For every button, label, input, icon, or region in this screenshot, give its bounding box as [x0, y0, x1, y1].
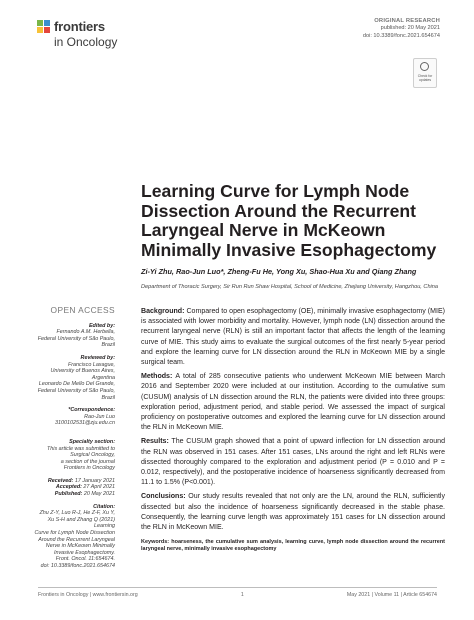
published-date: published: 20 May 2021	[380, 25, 440, 32]
citation-doi[interactable]: doi: 10.3389/fonc.2021.654674	[40, 563, 115, 569]
abstract	[141, 307, 445, 558]
author-list: Zi-Yi Zhu, Rao-Jun Luo*, Zheng-Fu He, Yong Xu, Shao-Hua Xu and Qiang Zhang	[141, 267, 417, 276]
citation-line: Invasive Esophagectomy.	[53, 549, 115, 556]
citation-label: Citation:	[93, 503, 115, 510]
open-access-label: OPEN ACCESS	[50, 305, 115, 315]
citation-line: Front. Oncol. 11:654674.	[55, 556, 115, 563]
crossmark-icon	[420, 62, 429, 71]
received-date: 17 January 2021	[74, 477, 115, 484]
journal-logo	[37, 18, 167, 54]
accepted-label: Accepted:	[55, 484, 82, 491]
page-number: 1	[240, 592, 244, 598]
correspondence-email[interactable]: 3100102531@zju.edu.cn	[54, 420, 115, 427]
reviewer-affiliation: University of Buenos Aires, Argentina	[50, 368, 115, 381]
specialty-line: Frontiers in Oncology	[63, 465, 115, 472]
conclusions-label: Conclusions:	[141, 493, 186, 501]
published-line	[30, 491, 115, 498]
frontiers-logo-icon	[37, 20, 51, 34]
citation-block	[30, 504, 115, 570]
citation-line: Zhu Z-Y, Luo R-J, He Z-F, Xu Y,	[39, 510, 115, 517]
keywords-text: hoarseness, the cumulative sum analysis, learning curve, lymph node dissection around the recurrent laryngeal nerve, minimally invasive esophagectomy	[141, 539, 446, 553]
dates-block	[30, 478, 115, 498]
editor-affiliation: Federal University of São Paulo, Brazil	[37, 335, 115, 349]
correspondence-block	[30, 407, 115, 427]
background-text: Compared to open esophagectomy (OE), minimally invasive esophagectomy (MIE) is associated with lower morbidity and mortality. However, lymph node (LN) dissection around the recurrent laryngeal nerve (RLN) is still an important factor that affects the length of the learning curve of MIE. This study aims to evaluate the surgical outcomes of the first nearly 5-year period and explore the learning curve for LN dissection around the RLN in McKeown MIE by a single surgical team.	[141, 308, 445, 367]
reviewers-block	[30, 355, 115, 401]
reviewed-by-label: Reviewed by:	[80, 354, 115, 361]
accepted-date: 27 April 2021	[83, 484, 115, 491]
page-footer	[38, 587, 437, 598]
keywords-label: Keywords:	[141, 539, 170, 546]
abstract-conclusions	[141, 492, 445, 533]
edited-by-label: Edited by:	[88, 322, 115, 329]
check-for-updates-button[interactable]	[413, 58, 437, 88]
editor-block	[30, 323, 115, 349]
article-info	[363, 18, 440, 40]
journal-name: frontiers	[54, 19, 105, 34]
citation-line: Curve for Lymph Node Dissection	[34, 530, 115, 537]
article-title: Learning Curve for Lymph Node Dissection Around the Recurrent Laryngeal Nerve in McKeown Minimally Invasive Esophagectomy	[141, 181, 437, 260]
crossmark-label: Check for	[417, 74, 433, 78]
specialty-line: Surgical Oncology,	[70, 452, 115, 459]
abstract-background	[141, 307, 445, 368]
citation-line: Nerve in McKeown Minimally	[45, 543, 115, 550]
accepted-line	[30, 484, 115, 491]
results-label: Results:	[141, 438, 169, 446]
editor-name: Fernando A.M. Herbella,	[56, 329, 115, 336]
footer-journal[interactable]: Frontiers in Oncology | www.frontiersin.org	[38, 592, 138, 598]
correspondence-name: Rao-Jun Luo	[84, 413, 115, 420]
published-label: Published:	[54, 491, 83, 498]
affiliation: Department of Thoracic Surgery, Sir Run Run Shaw Hospital, School of Medicine, Zhejiang University, Hangzhou, China	[141, 284, 439, 290]
journal-subtitle: in Oncology	[54, 35, 118, 49]
article-type: ORIGINAL RESEARCH	[374, 18, 440, 24]
received-line	[30, 478, 115, 485]
citation-line: Around the Recurrent Laryngeal	[38, 536, 115, 543]
footer-issue: May 2021 | Volume 11 | Article 654674	[346, 592, 437, 598]
keywords	[141, 539, 445, 553]
reviewer-name: Francisco Laxague,	[67, 361, 115, 368]
abstract-methods	[141, 372, 445, 433]
specialty-section-block	[30, 439, 115, 472]
crossmark-label-2: updates	[418, 78, 432, 82]
specialty-line: a section of the journal	[60, 458, 115, 465]
doi[interactable]: doi: 10.3389/fonc.2021.654674	[362, 32, 440, 39]
received-label: Received:	[47, 477, 74, 484]
specialty-section-label: Specialty section:	[69, 438, 115, 445]
reviewer-affiliation: Federal University of São Paulo, Brazil	[37, 387, 115, 401]
background-label: Background:	[141, 308, 185, 315]
abstract-results	[141, 437, 445, 488]
published-date-sidebar: 20 May 2021	[83, 491, 115, 498]
conclusions-text: Our study results revealed that not only are the LN, around the RLN, sufficiently dissected but also the incidence of hoarseness significantly decreased in the stable phase. Consequently, the learning curve length was approximately 151 cases for LN dissection around the RLN in McKeown MIE.	[141, 493, 445, 532]
article-sidebar	[30, 307, 115, 576]
correspondence-label: *Correspondence:	[68, 407, 115, 414]
specialty-line: This article was submitted to	[46, 445, 115, 452]
methods-text: A total of 285 consecutive patients who underwent McKeown MIE between March 2016 and September 2020 were included at our institution. According to the cumulative sum (CUSUM) analysis of LN dissection around the RLN, the patients were divided into three groups: exploration period, adjustment period, and stable period. We assessed the impact of surgical proficiency on postoperative outcomes and explored the learning curve for LN dissection around the RLN in McKeown MIE.	[141, 373, 445, 432]
reviewer-name: Leonardo De Mello Del Grande,	[38, 381, 115, 388]
citation-line: Xu S-H and Zhang Q (2021) Learning	[47, 516, 115, 530]
results-text: The CUSUM graph showed that a point of upward inflection for LN dissection around the RLN was observed in 151 cases. After 151 cases, LNs around the right and left RLNs were dissected thoroughly compared to the exploration and adjustment period (P = 0.010 and P = 0.012, respectively), and the postoperative incidence of hoarseness significantly decreased from 11.1 to 1.5% (P<0.001).	[141, 438, 445, 487]
methods-label: Methods:	[141, 373, 173, 381]
